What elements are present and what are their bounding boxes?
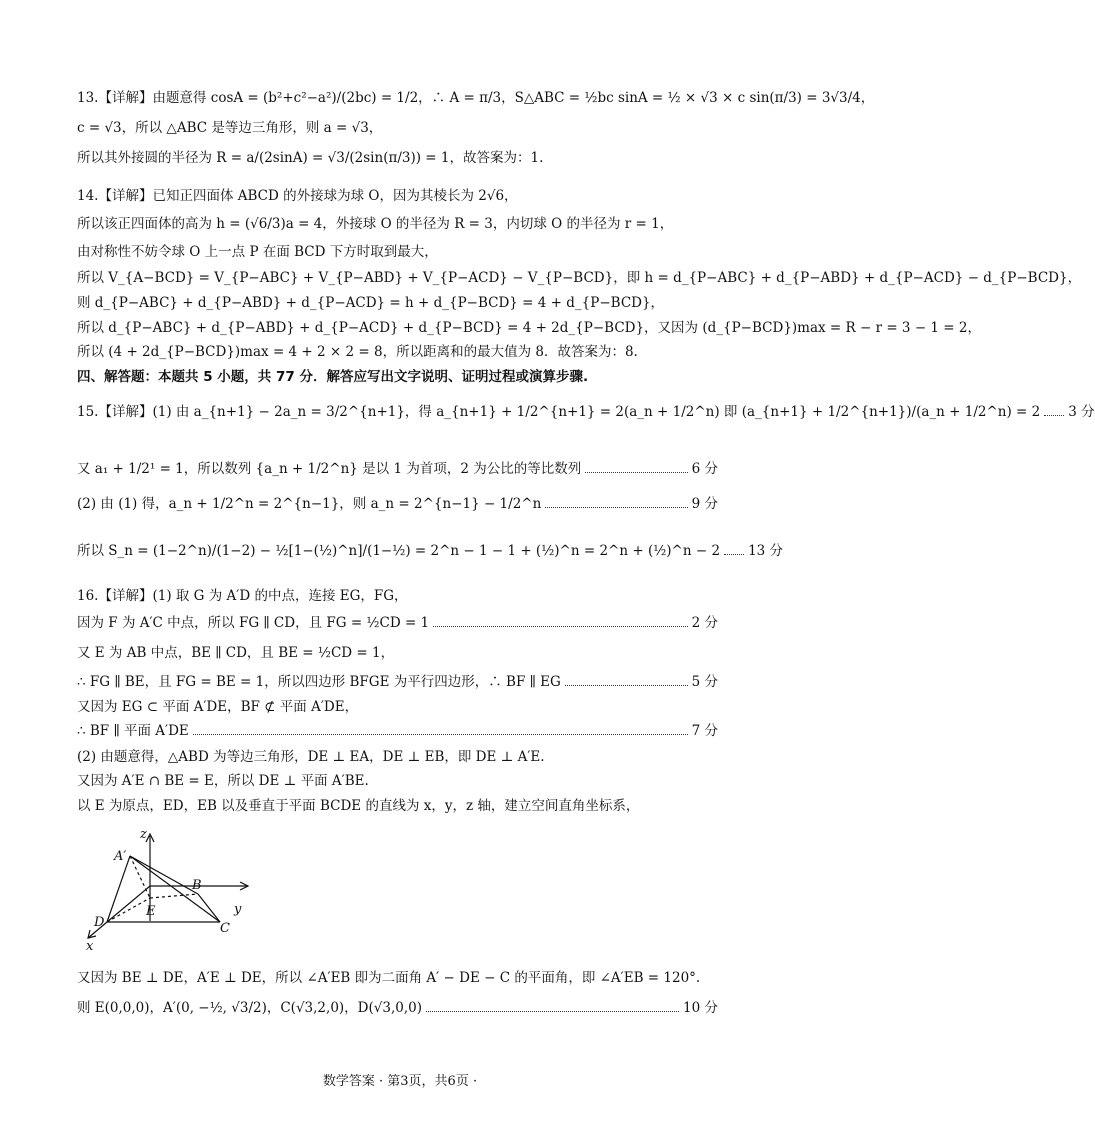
- q16-line-11-text: 则 E(0,0,0)，A′(0, −½, √3/2)，C(√3,2,0)，D(√3,0,0): [77, 1000, 422, 1016]
- q15-line-4: [77, 541, 784, 561]
- q16-line-2: [77, 613, 718, 633]
- page-footer: 数学答案 · 第3页，共6页 ·: [322, 1074, 478, 1089]
- q15-line-1-text: 15.【详解】(1) 由 a_{n+1} − 2a_n = 3/2^{n+1}，得 a_{n+1} + 1/2^{n+1} = 2(a_n + 1/2^n) 即 (a_{n+1} + 1/2^{n+1})/(a_n + 1/2^n) = 2: [77, 404, 1041, 420]
- edge-AE: [130, 856, 150, 898]
- score: 3 分: [1068, 404, 1095, 420]
- score: 2 分: [691, 615, 718, 631]
- q16-line-11: [77, 998, 718, 1018]
- q16-line-8: 又因为 A′E ∩ BE = E，所以 DE ⊥ 平面 A′BE.: [77, 773, 369, 789]
- q14-line-5: 则 d_{P−ABC} + d_{P−ABD} + d_{P−ACD} = h + d_{P−BCD} = 4 + d_{P−BCD}，: [77, 295, 665, 311]
- q14-line-1: 14.【详解】已知正四面体 ABCD 的外接球为球 O，因为其棱长为 2√6，: [77, 188, 518, 204]
- q16-line-7: (2) 由题意得，△ABD 为等边三角形，DE ⊥ EA，DE ⊥ EB，即 DE ⊥ A′E.: [77, 749, 545, 765]
- label-B: B: [192, 878, 202, 893]
- q13-line-2: c = √3，所以 △ABC 是等边三角形，则 a = √3，: [77, 120, 383, 136]
- label-E: E: [146, 904, 156, 919]
- label-x: x: [86, 939, 94, 954]
- q15-line-1: [77, 402, 1095, 422]
- q16-line-4: [77, 672, 718, 692]
- label-D: D: [94, 915, 105, 930]
- leader-dots: [724, 554, 744, 555]
- q13-line-1: 13.【详解】由题意得 cosA = (b²+c²−a²)/(2bc) = 1/2，∴ A = π/3，S△ABC = ½bc sinA = ½ × √3 × c sin(π/3) = 3√3/4，: [77, 90, 875, 106]
- edge-AB: [130, 856, 198, 894]
- edge-DE: [107, 898, 150, 922]
- score: 6 分: [691, 461, 718, 477]
- edge-AC: [130, 856, 220, 922]
- leader-dots: [426, 1011, 679, 1012]
- q15-line-4-text: 所以 S_n = (1−2^n)/(1−2) − ½[1−(½)^n]/(1−½) = 2^n − 1 − 1 + (½)^n = 2^n + (½)^n − 2: [77, 543, 721, 559]
- tetrahedron-figure: [80, 826, 270, 954]
- score: 13 分: [748, 543, 784, 559]
- score: 5 分: [691, 674, 718, 690]
- q16-line-2-text: 因为 F 为 A′C 中点，所以 FG ∥ CD，且 FG = ½CD = 1: [77, 615, 430, 631]
- label-y: y: [234, 902, 242, 917]
- q14-line-2: 所以该正四面体的高为 h = (√6/3)a = 4，外接球 O 的半径为 R = 3，内切球 O 的半径为 r = 1，: [77, 216, 674, 232]
- q16-line-1: 16.【详解】(1) 取 G 为 A′D 的中点，连接 EG，FG，: [77, 588, 408, 604]
- q14-line-3: 由对称性不妨令球 O 上一点 P 在面 BCD 下方时取到最大，: [77, 244, 438, 260]
- q16-line-3: 又 E 为 AB 中点，BE ∥ CD，且 BE = ½CD = 1，: [77, 645, 395, 661]
- q14-line-7: 所以 (4 + 2d_{P−BCD})max = 4 + 2 × 2 = 8，所以距离和的最大值为 8．故答案为：8.: [77, 344, 638, 360]
- q16-line-5: 又因为 EG ⊂ 平面 A′DE，BF ⊄ 平面 A′DE，: [77, 699, 359, 715]
- leader-dots: [1044, 415, 1064, 416]
- leader-dots: [545, 507, 687, 508]
- label-A: A′: [114, 849, 127, 864]
- section-header: 四、解答题：本题共 5 小题，共 77 分．解答应写出文字说明、证明过程或演算步骤.: [77, 369, 589, 385]
- leader-dots: [433, 626, 687, 627]
- score: 7 分: [691, 723, 718, 739]
- q16-line-6: [77, 721, 718, 741]
- label-z: z: [140, 827, 147, 842]
- q13-line-3: 所以其外接圆的半径为 R = a/(2sinA) = √3/(2sin(π/3)) = 1，故答案为：1.: [77, 150, 544, 166]
- label-C: C: [220, 921, 230, 936]
- q16-line-4-text: ∴ FG ∥ BE，且 FG = BE = 1，所以四边形 BFGE 为平行四边形，∴ BF ∥ EG: [77, 674, 561, 690]
- q14-line-4: 所以 V_{A−BCD} = V_{P−ABC} + V_{P−ABD} + V_{P−ACD} − V_{P−BCD}，即 h = d_{P−ABC} + d_{P−ABD} + d_{P−ACD} − d_{P−BCD}，: [77, 270, 1082, 286]
- leader-dots: [193, 734, 688, 735]
- score: 9 分: [691, 496, 718, 512]
- edge-EB: [150, 894, 198, 898]
- q16-line-10: 又因为 BE ⊥ DE，A′E ⊥ DE，所以 ∠A′EB 即为二面角 A′ − DE − C 的平面角，即 ∠A′EB = 120°.: [77, 970, 701, 986]
- score: 10 分: [683, 1000, 718, 1016]
- q15-line-3: [77, 494, 718, 514]
- x-axis: [88, 886, 150, 938]
- leader-dots: [565, 685, 688, 686]
- q16-line-6-text: ∴ BF ∥ 平面 A′DE: [77, 723, 189, 739]
- q14-line-6: 所以 d_{P−ABC} + d_{P−ABD} + d_{P−ACD} + d_{P−BCD} = 4 + 2d_{P−BCD}，又因为 (d_{P−BCD})max = R − r = 3 − 1 = 2，: [77, 320, 981, 336]
- q16-line-9: 以 E 为原点，ED，EB 以及垂直于平面 BCDE 的直线为 x，y，z 轴，建立空间直角坐标系，: [77, 798, 640, 814]
- q15-line-3-text: (2) 由 (1) 得，a_n + 1/2^n = 2^{n−1}，则 a_n = 2^{n−1} − 1/2^n: [77, 496, 542, 512]
- q15-line-2: [77, 459, 718, 479]
- leader-dots: [585, 472, 687, 473]
- q15-line-2-text: 又 a₁ + 1/2¹ = 1，所以数列 {a_n + 1/2^n} 是以 1 为首项，2 为公比的等比数列: [77, 461, 582, 477]
